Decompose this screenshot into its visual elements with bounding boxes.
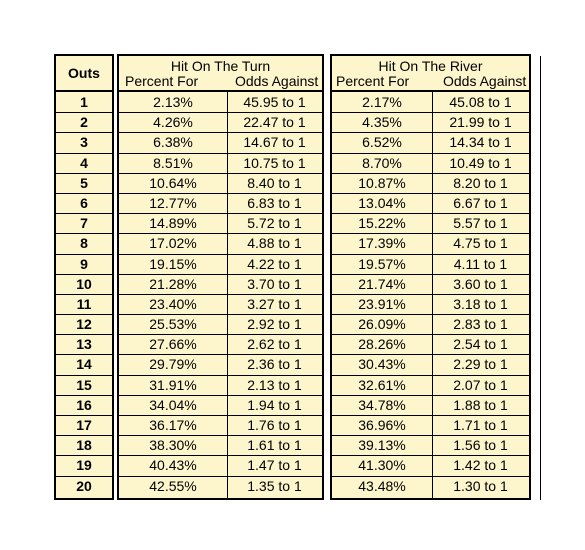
outs-cell: 13 (76, 336, 92, 353)
table-row (56, 254, 112, 274)
table-row (119, 314, 322, 334)
table-row (56, 395, 112, 415)
turn-percent-cell: 29.79% (149, 356, 197, 373)
row-separator (56, 395, 112, 396)
table-row (332, 153, 529, 173)
river-percent-cell: 36.96% (358, 417, 406, 433)
row-separator (119, 354, 322, 355)
river-percent-cell: 17.39% (358, 235, 406, 252)
river-odds-cell: 14.34 to 1 (449, 134, 512, 151)
row-separator (56, 233, 112, 234)
row-separator (332, 112, 529, 113)
table-row (119, 375, 322, 395)
table-row (56, 233, 112, 253)
row-separator (332, 132, 529, 133)
row-separator (119, 173, 322, 174)
outs-body (56, 92, 112, 496)
river-odds-cell: 1.56 to 1 (453, 437, 508, 454)
row-separator (119, 112, 322, 113)
river-percent-cell: 13.04% (358, 194, 406, 211)
table-row (119, 153, 322, 173)
row-separator (56, 476, 112, 477)
table-row (56, 334, 112, 354)
table-row (56, 213, 112, 233)
table-row (119, 334, 322, 354)
table-row (119, 233, 322, 253)
turn-odds-cell: 4.88 to 1 (247, 235, 302, 252)
row-separator (56, 213, 112, 214)
row-separator (56, 435, 112, 436)
river-percent-cell: 2.17% (362, 94, 402, 110)
table-row (56, 193, 112, 213)
outs-cell: 17 (76, 417, 92, 433)
river-percent-cell: 21.74% (358, 275, 406, 292)
turn-percent-cell: 10.64% (149, 174, 197, 191)
turn-odds-cell: 8.40 to 1 (247, 174, 302, 191)
row-separator (332, 435, 529, 436)
turn-percent-cell: 21.28% (149, 275, 197, 292)
outs-cell: 3 (80, 134, 88, 151)
table-row (56, 354, 112, 374)
table-row (56, 375, 112, 395)
row-separator (56, 334, 112, 335)
turn-percent-cell: 14.89% (149, 215, 197, 232)
row-separator (56, 415, 112, 416)
turn-percent-cell: 38.30% (149, 437, 197, 454)
table-row (56, 274, 112, 294)
turn-odds-cell: 3.27 to 1 (247, 295, 302, 312)
turn-percent-cell: 25.53% (149, 316, 197, 333)
river-odds-cell: 3.60 to 1 (453, 275, 508, 292)
turn-odds-cell: 1.61 to 1 (247, 437, 302, 454)
turn-odds-cell: 14.67 to 1 (243, 134, 306, 151)
outs-cell: 9 (80, 255, 88, 272)
row-separator (56, 193, 112, 194)
row-separator (119, 415, 322, 416)
turn-odds-cell: 2.62 to 1 (247, 336, 302, 353)
table-row (119, 415, 322, 435)
turn-percent-cell: 27.66% (149, 336, 197, 353)
row-separator (119, 395, 322, 396)
row-separator (332, 476, 529, 477)
table-row (119, 92, 322, 112)
turn-odds-cell: 1.47 to 1 (247, 457, 302, 474)
table-row (119, 213, 322, 233)
river-percent-cell: 15.22% (358, 215, 406, 232)
row-separator (56, 274, 112, 275)
table-row (119, 354, 322, 374)
table-row (119, 274, 322, 294)
turn-header-percent-for: Percent For (125, 73, 199, 89)
river-percent-cell: 43.48% (358, 477, 406, 494)
river-header (332, 56, 529, 92)
turn-odds-cell: 1.94 to 1 (247, 396, 302, 413)
river-body (332, 92, 529, 496)
river-header-title: Hit On The River (378, 58, 483, 74)
row-separator (119, 274, 322, 275)
turn-header (119, 56, 322, 92)
table-row (56, 92, 112, 112)
river-odds-cell: 21.99 to 1 (449, 114, 512, 131)
outs-cell: 7 (80, 215, 88, 232)
river-odds-cell: 2.29 to 1 (453, 356, 508, 373)
row-separator (332, 274, 529, 275)
turn-odds-cell: 5.72 to 1 (247, 215, 302, 232)
row-separator (332, 153, 529, 154)
outs-cell: 4 (80, 154, 88, 171)
table-row (332, 415, 529, 435)
river-odds-cell: 1.88 to 1 (453, 396, 508, 413)
river-percent-cell: 23.91% (358, 295, 406, 312)
row-separator (332, 375, 529, 376)
river-header-odds-against: Odds Against (443, 73, 527, 89)
right-edge-line (540, 56, 541, 500)
turn-odds-cell: 2.36 to 1 (247, 356, 302, 373)
river-percent-cell: 19.57% (358, 255, 406, 272)
table-row (56, 314, 112, 334)
row-separator (119, 334, 322, 335)
row-separator (332, 233, 529, 234)
outs-cell: 1 (80, 94, 88, 110)
turn-header-title: Hit On The Turn (170, 58, 271, 74)
turn-odds-cell: 2.13 to 1 (247, 376, 302, 393)
river-odds-cell: 3.18 to 1 (453, 295, 508, 312)
turn-odds-cell: 10.75 to 1 (243, 154, 306, 171)
turn-percent-cell: 19.15% (149, 255, 197, 272)
river-odds-cell: 1.42 to 1 (453, 457, 508, 474)
river-odds-cell: 2.83 to 1 (453, 316, 508, 333)
table-row (332, 455, 529, 475)
row-separator (332, 193, 529, 194)
outs-cell: 19 (76, 457, 92, 474)
row-separator (332, 173, 529, 174)
row-separator (119, 455, 322, 456)
table-row (119, 455, 322, 475)
outs-cell: 16 (76, 396, 92, 413)
river-odds-cell: 45.08 to 1 (449, 94, 512, 110)
row-separator (119, 375, 322, 376)
turn-percent-cell: 4.26% (153, 114, 193, 131)
row-separator (332, 294, 529, 295)
turn-percent-cell: 36.17% (149, 417, 197, 433)
table-row (332, 294, 529, 314)
outs-cell: 18 (76, 437, 92, 454)
row-separator (56, 173, 112, 174)
river-odds-cell: 10.49 to 1 (449, 154, 512, 171)
row-separator (56, 254, 112, 255)
row-separator (119, 254, 322, 255)
outs-cell: 11 (76, 295, 92, 312)
row-separator (332, 314, 529, 315)
turn-percent-cell: 12.77% (149, 194, 197, 211)
row-separator (119, 476, 322, 477)
row-separator (56, 314, 112, 315)
turn-odds-cell: 1.76 to 1 (247, 417, 302, 433)
outs-cell: 5 (80, 174, 88, 191)
table-row (56, 415, 112, 435)
turn-odds-cell: 6.83 to 1 (247, 194, 302, 211)
row-separator (119, 213, 322, 214)
table-row (332, 435, 529, 455)
turn-percent-cell: 2.13% (153, 94, 193, 110)
row-separator (56, 132, 112, 133)
table-row (332, 354, 529, 374)
row-separator (119, 132, 322, 133)
row-separator (56, 112, 112, 113)
turn-percent-cell: 42.55% (149, 477, 197, 494)
river-odds-cell: 4.11 to 1 (453, 255, 508, 272)
row-separator (119, 233, 322, 234)
table-row (332, 233, 529, 253)
river-odds-cell: 1.71 to 1 (453, 417, 508, 433)
river-odds-cell: 6.67 to 1 (453, 194, 508, 211)
turn-percent-cell: 8.51% (153, 154, 193, 171)
table-row (332, 112, 529, 132)
row-separator (119, 435, 322, 436)
table-row (119, 395, 322, 415)
turn-percent-cell: 6.38% (153, 134, 193, 151)
table-row (56, 435, 112, 455)
river-percent-cell: 28.26% (358, 336, 406, 353)
row-separator (332, 395, 529, 396)
turn-odds-cell: 3.70 to 1 (247, 275, 302, 292)
table-row (332, 193, 529, 213)
turn-percent-cell: 31.91% (149, 376, 197, 393)
table-row (332, 213, 529, 233)
turn-odds-cell: 1.35 to 1 (247, 477, 302, 494)
turn-odds-table (117, 54, 324, 500)
turn-odds-cell: 22.47 to 1 (243, 114, 306, 131)
table-row (119, 294, 322, 314)
outs-column-table (54, 54, 114, 500)
table-row (119, 435, 322, 455)
turn-odds-cell: 2.92 to 1 (247, 316, 302, 333)
row-separator (332, 254, 529, 255)
row-separator (332, 354, 529, 355)
table-row (56, 476, 112, 496)
turn-percent-cell: 23.40% (149, 295, 197, 312)
river-odds-cell: 1.30 to 1 (453, 477, 508, 494)
row-separator (56, 455, 112, 456)
river-percent-cell: 34.78% (358, 396, 406, 413)
turn-odds-cell: 4.22 to 1 (247, 255, 302, 272)
row-separator (56, 294, 112, 295)
outs-cell: 14 (76, 356, 92, 373)
table-row (56, 132, 112, 152)
row-separator (332, 334, 529, 335)
turn-odds-cell: 45.95 to 1 (243, 94, 306, 110)
table-row (119, 132, 322, 152)
turn-body (119, 92, 322, 496)
river-odds-cell: 4.75 to 1 (453, 235, 508, 252)
table-row (332, 274, 529, 294)
row-separator (119, 153, 322, 154)
outs-header-label: Outs (68, 65, 100, 81)
outs-cell: 15 (76, 376, 92, 393)
table-row (119, 476, 322, 496)
table-row (332, 92, 529, 112)
river-percent-cell: 6.52% (362, 134, 402, 151)
table-row (332, 375, 529, 395)
turn-percent-cell: 40.43% (149, 457, 197, 474)
table-row (332, 173, 529, 193)
row-separator (56, 354, 112, 355)
row-separator (56, 375, 112, 376)
row-separator (332, 455, 529, 456)
row-separator (119, 294, 322, 295)
river-odds-cell: 8.20 to 1 (453, 174, 508, 191)
table-row (332, 395, 529, 415)
outs-header (56, 56, 112, 92)
table-row (332, 476, 529, 496)
row-separator (119, 314, 322, 315)
outs-cell: 10 (76, 275, 92, 292)
river-percent-cell: 39.13% (358, 437, 406, 454)
table-row (119, 254, 322, 274)
outs-cell: 2 (80, 114, 88, 131)
table-row (56, 112, 112, 132)
row-separator (119, 193, 322, 194)
outs-cell: 8 (80, 235, 88, 252)
table-row (56, 455, 112, 475)
outs-cell: 12 (76, 316, 92, 333)
river-percent-cell: 41.30% (358, 457, 406, 474)
turn-percent-cell: 17.02% (149, 235, 197, 252)
river-header-percent-for: Percent For (336, 73, 410, 89)
table-row (332, 132, 529, 152)
river-percent-cell: 10.87% (358, 174, 406, 191)
table-row (332, 314, 529, 334)
table-row (119, 193, 322, 213)
river-percent-cell: 26.09% (358, 316, 406, 333)
row-separator (332, 213, 529, 214)
table-row (332, 334, 529, 354)
row-separator (332, 415, 529, 416)
table-row (56, 153, 112, 173)
table-row (56, 294, 112, 314)
river-odds-cell: 2.07 to 1 (453, 376, 508, 393)
river-odds-cell: 2.54 to 1 (453, 336, 508, 353)
table-row (332, 254, 529, 274)
table-row (119, 112, 322, 132)
river-odds-cell: 5.57 to 1 (453, 215, 508, 232)
river-odds-table (330, 54, 531, 500)
turn-header-odds-against: Odds Against (235, 73, 319, 89)
row-separator (56, 153, 112, 154)
outs-cell: 20 (76, 477, 92, 494)
table-row (119, 173, 322, 193)
table-row (56, 173, 112, 193)
outs-cell: 6 (80, 194, 88, 211)
river-percent-cell: 30.43% (358, 356, 406, 373)
river-percent-cell: 8.70% (362, 154, 402, 171)
river-percent-cell: 4.35% (362, 114, 402, 131)
turn-percent-cell: 34.04% (149, 396, 197, 413)
river-percent-cell: 32.61% (358, 376, 406, 393)
